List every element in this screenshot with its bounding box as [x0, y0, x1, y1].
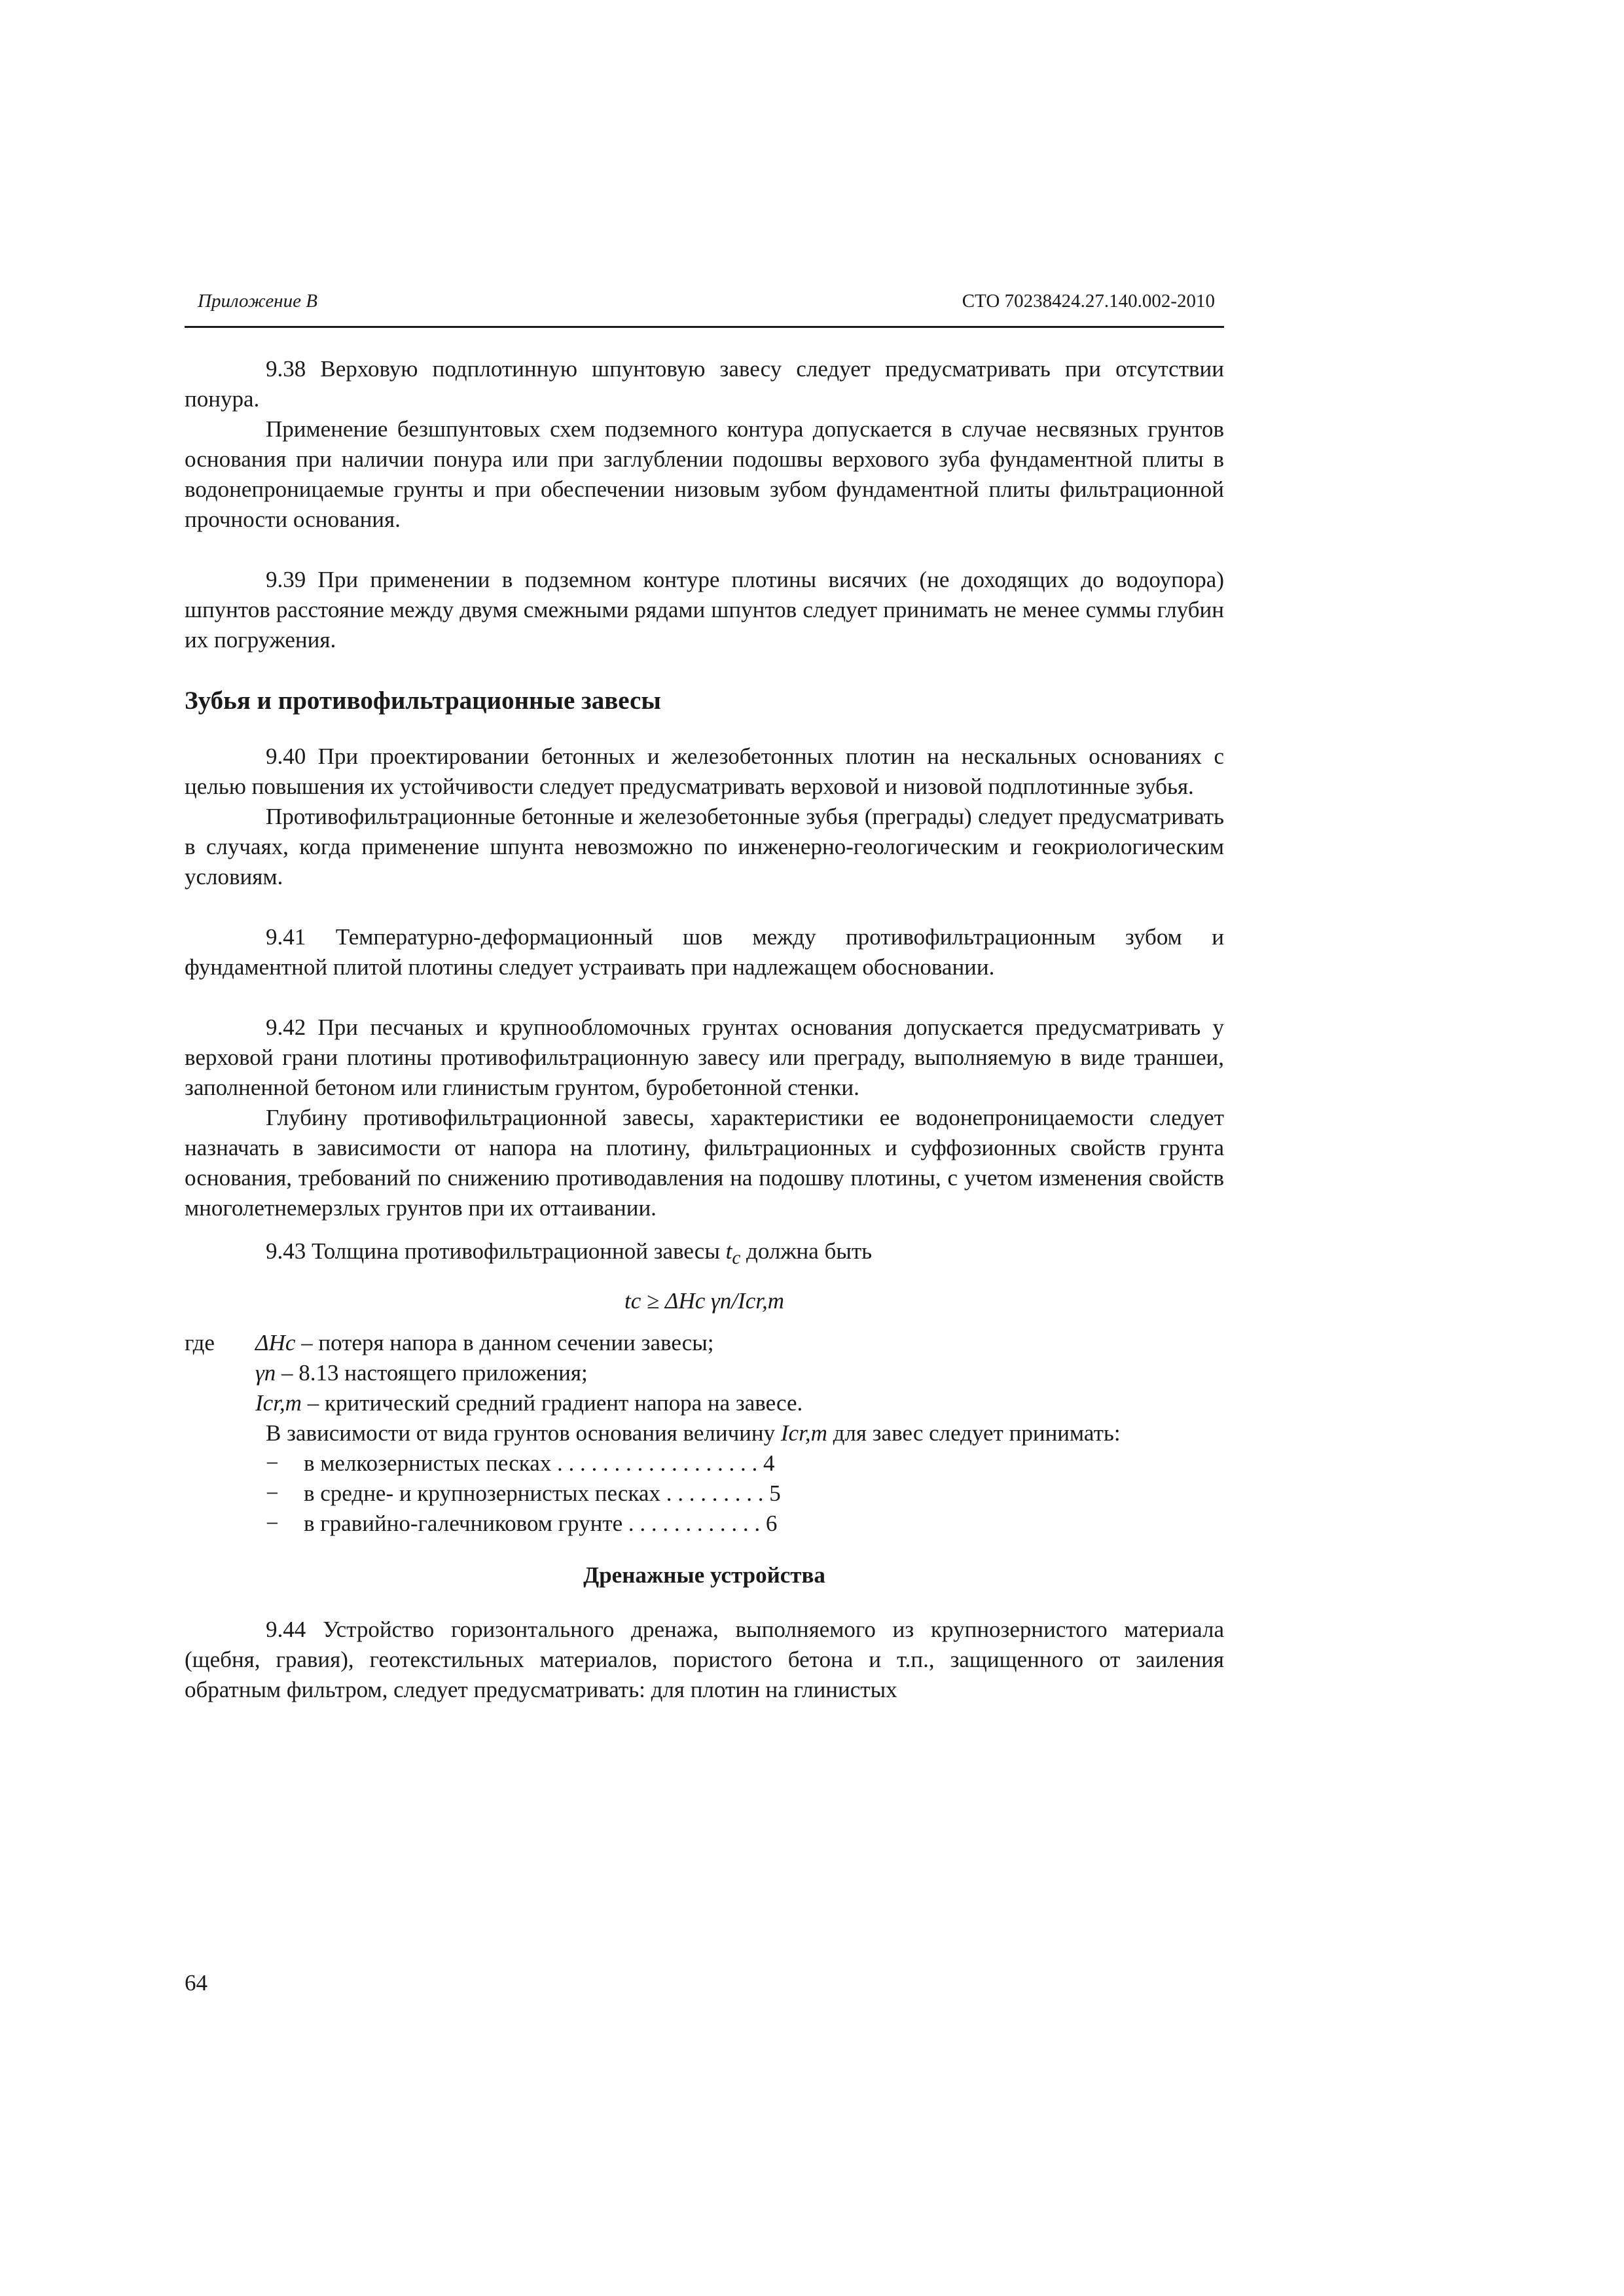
page-number: 64	[185, 1970, 208, 1996]
list-dash: −	[266, 1511, 279, 1536]
paragraph-9-43-tail: должна быть	[740, 1238, 873, 1264]
paragraph-9-43-cont	[185, 1418, 1224, 1448]
definition-icr	[255, 1388, 1224, 1418]
list-item	[185, 1479, 1224, 1509]
gradient-values-list	[185, 1448, 1224, 1539]
paragraph-9-43	[185, 1236, 1224, 1273]
page-body	[185, 354, 1224, 1705]
paragraph-9-39: 9.39 При применении в подземном контуре плотины висячих (не доходящих до водоупора) шпунтов расстояние между двумя смежными рядами шпунтов следует принимать не менее суммы глубин их погружения.	[185, 567, 1224, 653]
symbol-delta-hc: ΔHc	[255, 1330, 296, 1355]
list-item	[185, 1448, 1224, 1479]
header-appendix-label: Приложение В	[198, 291, 317, 312]
header-standard-code: СТО 70238424.27.140.002-2010	[962, 291, 1215, 312]
paragraph-9-43-cont-tail: для завес следует принимать:	[827, 1420, 1121, 1446]
spacer	[185, 535, 1224, 565]
running-header	[185, 288, 1224, 328]
section-heading-teeth: Зубья и противофильтрационные завесы	[185, 687, 661, 715]
paragraph-9-41: 9.41 Температурно-деформационный шов между противофильтрационным зубом и фундаментной плитой плотины следует устраивать при надлежащем обосновании.	[185, 924, 1224, 980]
symbol-gamma-n: γn	[255, 1360, 276, 1386]
symbol-tc	[725, 1238, 741, 1268]
symbol-icr-m: Icr,m	[255, 1390, 302, 1416]
list-item-text: в гравийно-галечниковом грунте . . . . . . . . . . . . 6	[304, 1511, 778, 1536]
paragraph-9-43-text: 9.43 Толщина противофильтрационной завесы	[266, 1238, 726, 1264]
paragraph-9-40: 9.40 При проектировании бетонных и железобетонных плотин на нескальных основаниях с целью повышения их устойчивости следует предусматривать верховой и низовой подплотинные зубья.	[185, 744, 1224, 799]
paragraph-9-38: 9.38 Верховую подплотинную шпунтовую завесу следует предусматривать при отсутствии понура.	[185, 356, 1224, 412]
list-item	[185, 1509, 1224, 1539]
section-heading-drainage: Дренажные устройства	[583, 1562, 825, 1588]
definition-icr-text: – критический средний градиент напора на завесе.	[301, 1390, 803, 1416]
paragraph-9-38-cont: Применение безшпунтовых схем подземного контура допускается в случае несвязных грунтов основания при наличии понура или при заглублении подошвы верхового зуба фундаментной плиты в водонепроницаемые грунты и при обеспечении низовым зубом фундаментной плиты фильтрационной прочности основания.	[185, 416, 1224, 532]
spacer	[185, 1223, 1224, 1236]
list-dash: −	[266, 1450, 279, 1476]
formula-definitions	[185, 1328, 1224, 1418]
spacer	[185, 982, 1224, 1013]
symbol-c-subscript: c	[732, 1247, 741, 1268]
spacer	[185, 892, 1224, 922]
definition-delta-h-text: – потеря напора в данном сечении завесы;	[295, 1330, 714, 1355]
paragraph-9-42-cont: Глубину противофильтрационной завесы, характеристики ее водонепроницаемости следует назначать в зависимости от напора на плотину, фильтрационных и суффозионных свойств грунта основания, требований по снижению противодавления на подошву плотины, с учетом изменения свойств многолетнемерзлых грунтов при их оттаивании.	[185, 1105, 1224, 1221]
where-label: где	[185, 1330, 215, 1355]
definition-delta-h	[255, 1328, 1224, 1358]
formula-thickness: tc ≥ ΔHc γn/Icr,m	[624, 1288, 785, 1314]
symbol-t: t	[725, 1238, 732, 1264]
list-item-text: в средне- и крупнозернистых песках . . . . . . . . . 5	[304, 1480, 781, 1506]
definition-gamma-text: – 8.13 настоящего приложения;	[276, 1360, 588, 1386]
paragraph-9-42: 9.42 При песчаных и крупнообломочных грунтах основания допускается предусматривать у верховой грани плотины противофильтрационную завесу или преграду, выполняемую в виде траншеи, заполненной бетоном или глинистым грунтом, буробетонной стенки.	[185, 1014, 1224, 1100]
symbol-icr-m-inline: Icr,m	[780, 1420, 827, 1446]
paragraph-9-44: 9.44 Устройство горизонтального дренажа, выполняемого из крупнозернистого материала (щебня, гравия), геотекстильных материалов, пористого бетона и т.п., защищенного от заиления обратным фильтром, следует предусматривать: для плотин на глинистых	[185, 1617, 1224, 1702]
list-item-text: в мелкозернистых песках . . . . . . . . . . . . . . . . . . 4	[304, 1450, 775, 1476]
paragraph-9-40-cont: Противофильтрационные бетонные и железобетонные зубья (преграды) следует предусматривать в случаях, когда применение шпунта невозможно по инженерно-геологическим и геокриологическим условиям.	[185, 804, 1224, 889]
document-page	[185, 288, 1224, 1705]
paragraph-9-43-cont-text: В зависимости от вида грунтов основания величину	[266, 1420, 781, 1446]
list-dash: −	[266, 1480, 279, 1506]
definition-gamma	[255, 1358, 1224, 1388]
